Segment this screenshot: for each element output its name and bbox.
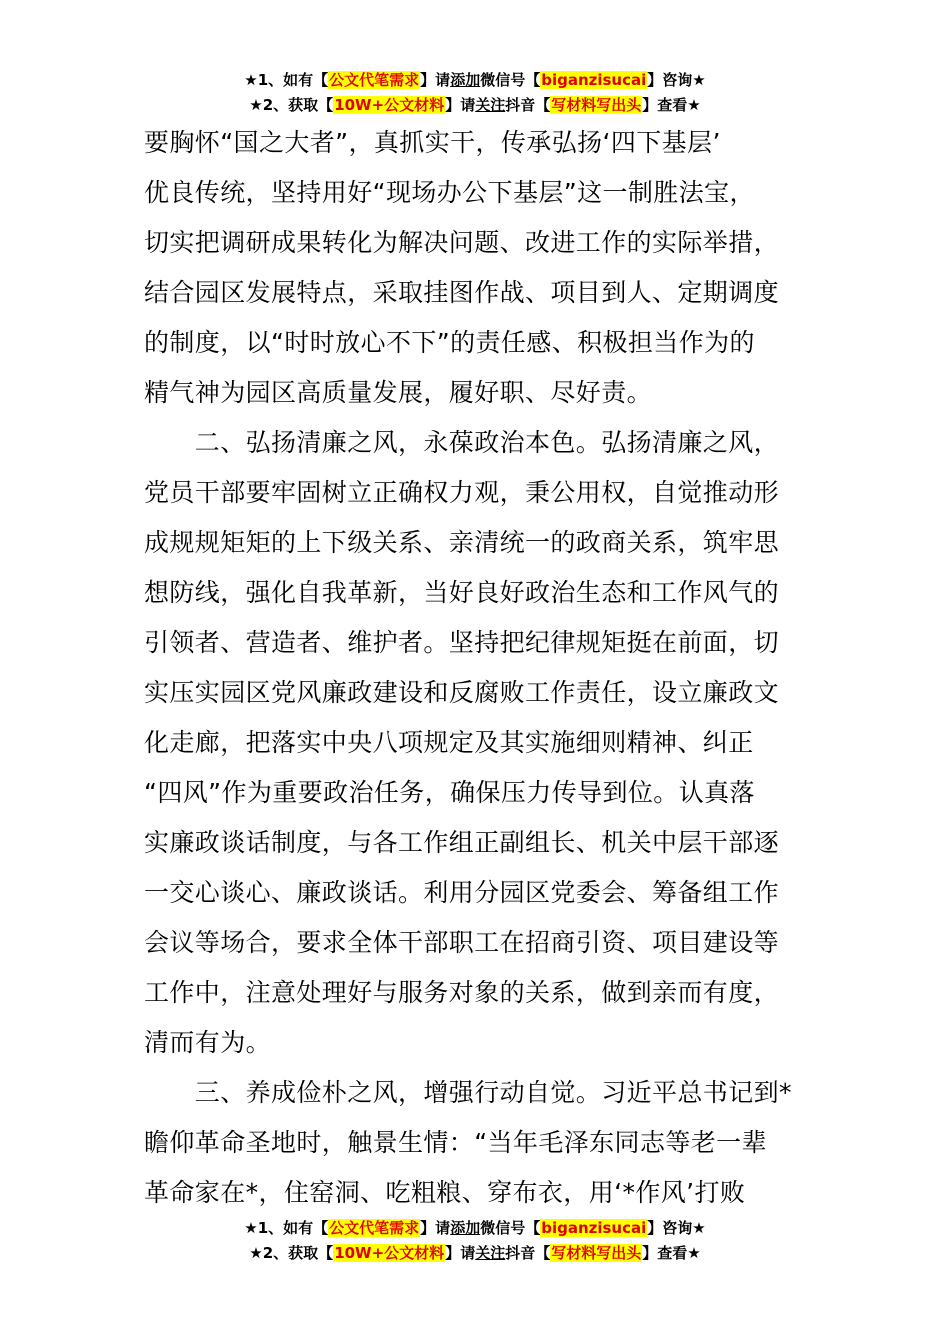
banner-text: 】请 bbox=[420, 1219, 451, 1237]
text-line: 二、弘扬清廉之风，永葆政治本色。弘扬清廉之风， bbox=[144, 428, 780, 457]
banner-underline: 关注 bbox=[475, 96, 506, 114]
text-line: 党员干部要牢固树立正确权力观，秉公用权，自觉推动形 bbox=[144, 478, 780, 507]
text-line: “四风”作为重要政治任务，确保压力传导到位。认真落 bbox=[144, 778, 755, 807]
banner-text: ★1、如有【 bbox=[244, 1219, 329, 1237]
text-line: 成规规矩矩的上下级关系、亲清统一的政商关系，筑牢思 bbox=[144, 528, 780, 557]
text-line: 结合园区发展特点，采取挂图作战、项目到人、定期调度 bbox=[144, 278, 780, 307]
text-line: 一交心谈心、廉政谈话。利用分园区党委会、筹备组工作 bbox=[144, 878, 780, 907]
banner-underline: 添加 bbox=[450, 1219, 481, 1237]
text-line: 优良传统，坚持用好“现场办公下基层”这一制胜法宝， bbox=[144, 178, 755, 207]
text-line: 实压实园区党风廉政建设和反腐败工作责任，设立廉政文 bbox=[144, 678, 780, 707]
banner-text: 】查看★ bbox=[642, 96, 701, 114]
text-line: 三、养成俭朴之风，增强行动自觉。习近平总书记到* bbox=[144, 1078, 792, 1107]
banner-text: 】咨询★ bbox=[647, 1219, 706, 1237]
banner-underline: 关注 bbox=[475, 1244, 506, 1262]
banner-text: 】请 bbox=[420, 71, 451, 89]
banner-highlight: 公文代笔需求 bbox=[329, 71, 420, 89]
text-line: 的制度，以“时时放心不下”的责任感、积极担当作为的 bbox=[144, 328, 755, 357]
banner-text: 】请 bbox=[445, 1244, 476, 1262]
banner-text: 抖音【 bbox=[505, 96, 551, 114]
text-line: 瞻仰革命圣地时，触景生情：“当年毛泽东同志等老一辈 bbox=[144, 1128, 767, 1157]
banner-line-1 bbox=[0, 68, 950, 93]
banner-highlight: 10W+公文材料 bbox=[334, 1244, 445, 1262]
banner-highlight: 写材料写出头 bbox=[551, 1244, 642, 1262]
banner-text: 】请 bbox=[445, 96, 476, 114]
text-line: 要胸怀“国之大者”，真抓实干，传承弘扬‘四下基层’ bbox=[144, 128, 721, 157]
footer-banner bbox=[0, 1216, 950, 1266]
document-body bbox=[144, 118, 794, 1218]
banner-line-2 bbox=[0, 93, 950, 118]
banner-highlight: 公文代笔需求 bbox=[329, 1219, 420, 1237]
text-line: 引领者、营造者、维护者。坚持把纪律规矩挺在前面，切 bbox=[144, 628, 780, 657]
text-line: 想防线，强化自我革新，当好良好政治生态和工作风气的 bbox=[144, 578, 780, 607]
banner-text: 】咨询★ bbox=[647, 71, 706, 89]
text-line: 革命家在*，住窑洞、吃粗粮、穿布衣，用‘*作风’打败 bbox=[144, 1178, 746, 1207]
banner-text: 】查看★ bbox=[642, 1244, 701, 1262]
text-line: 精气神为园区高质量发展，履好职、尽好责。 bbox=[144, 378, 653, 407]
text-line: 工作中，注意处理好与服务对象的关系，做到亲而有度， bbox=[144, 978, 780, 1007]
banner-text: ★1、如有【 bbox=[244, 71, 329, 89]
text-line: 会议等场合，要求全体干部职工在招商引资、项目建设等 bbox=[144, 928, 780, 957]
text-line: 化走廊，把落实中央八项规定及其实施细则精神、纠正 bbox=[144, 728, 754, 757]
banner-highlight: biganzisucai bbox=[541, 1219, 647, 1237]
banner-highlight: biganzisucai bbox=[541, 71, 647, 89]
text-line: 实廉政谈话制度，与各工作组正副组长、机关中层干部逐 bbox=[144, 828, 780, 857]
text-line: 切实把调研成果转化为解决问题、改进工作的实际举措， bbox=[144, 228, 780, 257]
banner-highlight: 10W+公文材料 bbox=[334, 96, 445, 114]
banner-line-1 bbox=[0, 1216, 950, 1241]
banner-highlight: 写材料写出头 bbox=[551, 96, 642, 114]
banner-text: 微信号【 bbox=[480, 1219, 541, 1237]
header-banner bbox=[0, 68, 950, 118]
banner-line-2 bbox=[0, 1241, 950, 1266]
text-line: 清而有为。 bbox=[144, 1028, 272, 1057]
banner-text: 微信号【 bbox=[480, 71, 541, 89]
banner-text: ★2、获取【 bbox=[249, 1244, 334, 1262]
banner-text: ★2、获取【 bbox=[249, 96, 334, 114]
banner-underline: 添加 bbox=[450, 71, 481, 89]
banner-text: 抖音【 bbox=[505, 1244, 551, 1262]
